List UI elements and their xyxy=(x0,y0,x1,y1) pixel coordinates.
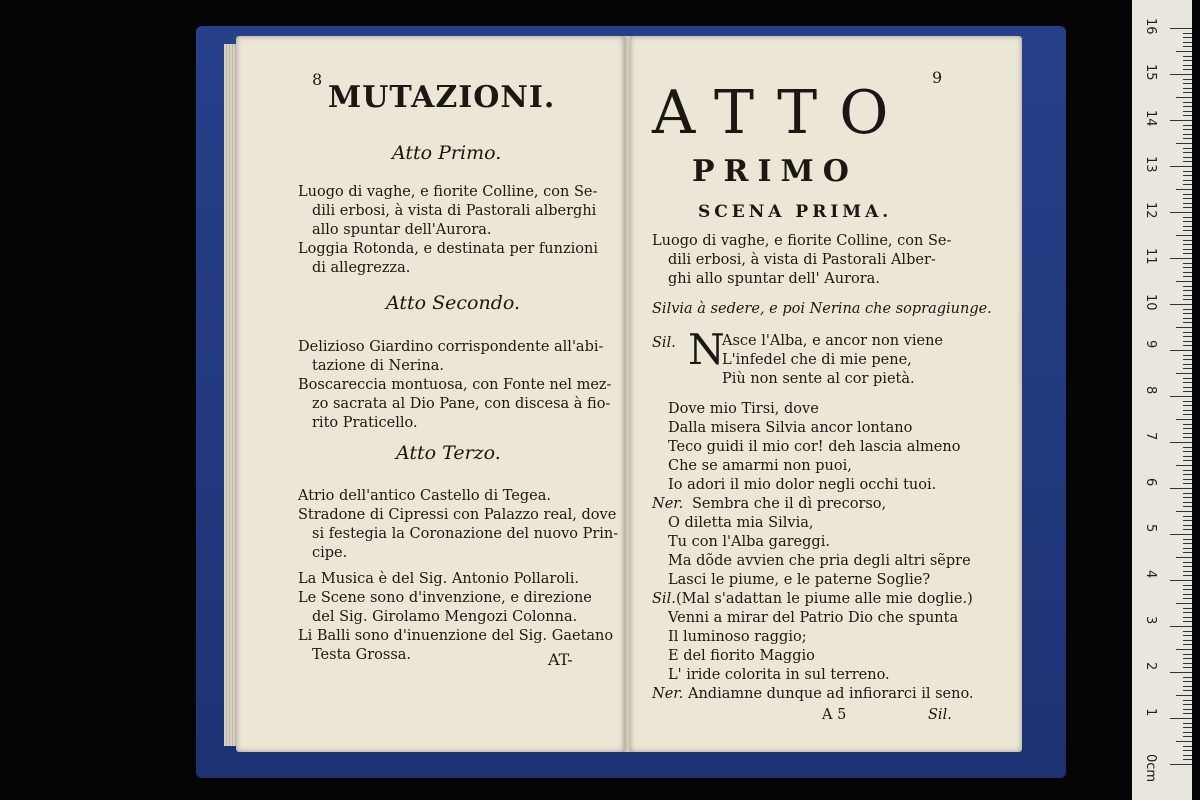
ruler-minor-tick xyxy=(1183,309,1192,310)
ruler-minor-tick xyxy=(1183,520,1192,521)
credit-line: del Sig. Girolamo Mengozi Colonna. xyxy=(312,609,578,625)
ruler-label: 14 xyxy=(1143,110,1158,127)
ruler-minor-tick xyxy=(1183,654,1192,655)
ruler-minor-tick xyxy=(1183,161,1192,162)
ruler-minor-tick xyxy=(1183,552,1192,553)
ruler-minor-tick xyxy=(1183,612,1192,613)
ruler-minor-tick xyxy=(1176,695,1192,696)
act-line: Loggia Rotonda, e destinata per funzioni xyxy=(298,241,598,257)
ruler-minor-tick xyxy=(1183,148,1192,149)
ruler-minor-tick xyxy=(1176,373,1192,374)
ruler-minor-tick xyxy=(1183,65,1192,66)
verse-line: Dalla misera Silvia ancor lontano xyxy=(668,420,913,436)
ruler-minor-tick xyxy=(1183,378,1192,379)
ruler-minor-tick xyxy=(1183,175,1192,176)
verse-line: Ma dõde avvien che pria degli altri sẽpre xyxy=(668,553,971,569)
ruler-minor-tick xyxy=(1183,345,1192,346)
ruler-minor-tick xyxy=(1183,240,1192,241)
ruler-minor-tick xyxy=(1183,543,1192,544)
ruler-minor-tick xyxy=(1176,143,1192,144)
ruler-minor-tick xyxy=(1183,299,1192,300)
left-page xyxy=(236,36,624,752)
right-page xyxy=(630,36,1022,752)
ruler-minor-tick xyxy=(1183,253,1192,254)
ruler-label: 4 xyxy=(1143,570,1158,579)
ruler-minor-tick xyxy=(1183,313,1192,314)
ruler-minor-tick xyxy=(1183,79,1192,80)
ruler-minor-tick xyxy=(1183,171,1192,172)
ruler-minor-tick xyxy=(1183,608,1192,609)
ruler-major-tick xyxy=(1170,718,1192,719)
act-heading: Atto Secondo. xyxy=(386,292,521,314)
verse-line: Il luminoso raggio; xyxy=(668,629,807,645)
ruler-minor-tick xyxy=(1183,184,1192,185)
page-title: MUTAZIONI. xyxy=(328,80,556,115)
ruler-minor-tick xyxy=(1183,493,1192,494)
ruler-minor-tick xyxy=(1183,157,1192,158)
act-line: rito Praticello. xyxy=(312,415,418,431)
ruler-minor-tick xyxy=(1183,217,1192,218)
ruler-minor-tick xyxy=(1176,741,1192,742)
ruler-minor-tick xyxy=(1183,382,1192,383)
ruler-label: 12 xyxy=(1143,202,1158,219)
ruler-minor-tick xyxy=(1183,198,1192,199)
ruler-minor-tick xyxy=(1183,681,1192,682)
act-heading: Atto Terzo. xyxy=(396,442,501,464)
ruler-minor-tick xyxy=(1183,272,1192,273)
ruler-minor-tick xyxy=(1183,621,1192,622)
ruler-minor-tick xyxy=(1183,267,1192,268)
ruler-minor-tick xyxy=(1183,732,1192,733)
ruler-minor-tick xyxy=(1183,180,1192,181)
ruler-major-tick xyxy=(1170,672,1192,673)
ruler-minor-tick xyxy=(1183,704,1192,705)
ruler-minor-tick xyxy=(1176,235,1192,236)
ruler-minor-tick xyxy=(1183,290,1192,291)
ruler-minor-tick xyxy=(1183,506,1192,507)
ruler-label: 3 xyxy=(1143,616,1158,625)
ruler-label: 2 xyxy=(1143,662,1158,671)
ruler-minor-tick xyxy=(1183,428,1192,429)
ruler-major-tick xyxy=(1170,28,1192,29)
ruler-minor-tick xyxy=(1183,700,1192,701)
verse-line: Teco guidi il mio cor! deh lascia almeno xyxy=(668,439,961,455)
ruler-minor-tick xyxy=(1183,635,1192,636)
ruler-minor-tick xyxy=(1183,686,1192,687)
verse-line: E del fiorito Maggio xyxy=(668,648,815,664)
verse-line: Tu con l'Alba gareggi. xyxy=(668,534,830,550)
ruler-minor-tick xyxy=(1183,401,1192,402)
act-line: Atrio dell'antico Castello di Tegea. xyxy=(298,488,551,504)
ruler-minor-tick xyxy=(1183,341,1192,342)
ruler-minor-tick xyxy=(1183,424,1192,425)
ruler-minor-tick xyxy=(1183,736,1192,737)
ruler-minor-tick xyxy=(1183,529,1192,530)
ruler-label: 9 xyxy=(1143,340,1158,349)
ruler-minor-tick xyxy=(1183,414,1192,415)
ruler-major-tick xyxy=(1170,580,1192,581)
ruler-minor-tick xyxy=(1183,539,1192,540)
ruler-minor-tick xyxy=(1183,83,1192,84)
verse-line: Più non sente al cor pietà. xyxy=(722,371,915,387)
ruler-minor-tick xyxy=(1183,437,1192,438)
act-line: Luogo di vaghe, e fiorite Colline, con Se- xyxy=(298,184,598,200)
setting-line: ghi allo spuntar dell' Aurora. xyxy=(668,271,880,287)
page-number: 9 xyxy=(932,68,943,87)
speaker-label: Sil. xyxy=(652,335,676,351)
act-heading: Atto Primo. xyxy=(392,142,502,164)
act-line: Boscareccia montuosa, con Fonte nel mez- xyxy=(298,377,612,393)
ruler-minor-tick xyxy=(1183,152,1192,153)
verse-line: Sembra che il dì precorso, xyxy=(692,496,887,512)
ruler-minor-tick xyxy=(1183,129,1192,130)
credit-line: La Musica è del Sig. Antonio Pollaroli. xyxy=(298,571,579,587)
ruler-minor-tick xyxy=(1183,203,1192,204)
ruler-major-tick xyxy=(1170,488,1192,489)
ruler-minor-tick xyxy=(1183,571,1192,572)
ruler-label: 15 xyxy=(1143,64,1158,81)
verse-line: (Mal s'adattan le piume alle mie doglie.) xyxy=(676,591,973,607)
verse-line: Andiamne dunque ad infiorarci il seno. xyxy=(688,686,974,702)
ruler-minor-tick xyxy=(1183,102,1192,103)
ruler-minor-tick xyxy=(1183,727,1192,728)
ruler-major-tick xyxy=(1170,442,1192,443)
act-line: zo sacrata al Dio Pane, con discesa à fio- xyxy=(312,396,611,412)
ruler-label: 13 xyxy=(1143,156,1158,173)
ruler-minor-tick xyxy=(1183,244,1192,245)
ruler-label: 6 xyxy=(1143,478,1158,487)
ruler-minor-tick xyxy=(1183,134,1192,135)
ruler-minor-tick xyxy=(1183,456,1192,457)
page-marker: 8 xyxy=(312,70,323,89)
ruler-minor-tick xyxy=(1183,548,1192,549)
ruler-minor-tick xyxy=(1183,37,1192,38)
ruler-minor-tick xyxy=(1183,263,1192,264)
act-line: tazione di Nerina. xyxy=(312,358,444,374)
ruler-minor-tick xyxy=(1183,658,1192,659)
catchword: AT- xyxy=(548,650,573,669)
ruler-minor-tick xyxy=(1183,332,1192,333)
ruler-minor-tick xyxy=(1183,516,1192,517)
act-line: di allegrezza. xyxy=(312,260,411,276)
ruler-minor-tick xyxy=(1176,189,1192,190)
ruler-minor-tick xyxy=(1176,557,1192,558)
ruler-minor-tick xyxy=(1183,359,1192,360)
ruler-minor-tick xyxy=(1183,355,1192,356)
ruler-minor-tick xyxy=(1183,387,1192,388)
ruler-major-tick xyxy=(1170,764,1192,765)
ruler-minor-tick xyxy=(1176,603,1192,604)
ruler-minor-tick xyxy=(1183,194,1192,195)
ruler-minor-tick xyxy=(1183,755,1192,756)
ruler-minor-tick xyxy=(1176,511,1192,512)
speaker-label: Sil. xyxy=(652,591,676,607)
ruler-minor-tick xyxy=(1183,88,1192,89)
scene-title: SCENA PRIMA. xyxy=(698,202,893,222)
verse-line: Asce l'Alba, e ancor non viene xyxy=(722,333,944,349)
signature-mark: A 5 xyxy=(822,707,847,723)
ruler-minor-tick xyxy=(1183,207,1192,208)
ruler-minor-tick xyxy=(1183,226,1192,227)
ruler-minor-tick xyxy=(1183,451,1192,452)
ruler-minor-tick xyxy=(1183,502,1192,503)
ruler-minor-tick xyxy=(1183,575,1192,576)
drop-cap: N xyxy=(688,325,725,374)
ruler-minor-tick xyxy=(1183,364,1192,365)
ruler-minor-tick xyxy=(1183,663,1192,664)
ruler-minor-tick xyxy=(1183,46,1192,47)
ruler-minor-tick xyxy=(1176,419,1192,420)
act-line: dili erbosi, à vista di Pastorali alberghi xyxy=(312,203,597,219)
ruler-major-tick xyxy=(1170,350,1192,351)
act-line: allo spuntar dell'Aurora. xyxy=(312,222,492,238)
ruler-label: 5 xyxy=(1143,524,1158,533)
act-subtitle: PRIMO xyxy=(692,154,858,189)
ruler-minor-tick xyxy=(1183,566,1192,567)
ruler-minor-tick xyxy=(1183,33,1192,34)
ruler-minor-tick xyxy=(1183,585,1192,586)
act-line: si festegia la Coronazione del nuovo Prin- xyxy=(312,526,619,542)
ruler-minor-tick xyxy=(1183,56,1192,57)
ruler-minor-tick xyxy=(1183,640,1192,641)
ruler-minor-tick xyxy=(1183,470,1192,471)
ruler-minor-tick xyxy=(1176,327,1192,328)
ruler-minor-tick xyxy=(1183,750,1192,751)
ruler-major-tick xyxy=(1170,304,1192,305)
credit-line: Le Scene sono d'invenzione, e direzione xyxy=(298,590,592,606)
ruler-label: 11 xyxy=(1143,248,1158,265)
ruler-minor-tick xyxy=(1183,138,1192,139)
ruler-minor-tick xyxy=(1183,474,1192,475)
ruler-major-tick xyxy=(1170,212,1192,213)
ruler-minor-tick xyxy=(1183,249,1192,250)
ruler-major-tick xyxy=(1170,258,1192,259)
measuring-ruler xyxy=(1132,0,1192,800)
ruler-label: 7 xyxy=(1143,432,1158,441)
credit-line: Testa Grossa. xyxy=(312,647,412,663)
ruler-minor-tick xyxy=(1183,598,1192,599)
ruler-major-tick xyxy=(1170,166,1192,167)
catchword: Sil. xyxy=(928,707,952,723)
ruler-minor-tick xyxy=(1183,589,1192,590)
ruler-label: 10 xyxy=(1143,294,1158,311)
ruler-minor-tick xyxy=(1176,97,1192,98)
ruler-minor-tick xyxy=(1183,525,1192,526)
ruler-minor-tick xyxy=(1183,92,1192,93)
ruler-minor-tick xyxy=(1183,667,1192,668)
ruler-minor-tick xyxy=(1183,709,1192,710)
ruler-minor-tick xyxy=(1183,221,1192,222)
ruler-minor-tick xyxy=(1183,644,1192,645)
ruler-minor-tick xyxy=(1183,230,1192,231)
ruler-minor-tick xyxy=(1183,759,1192,760)
ruler-minor-tick xyxy=(1183,405,1192,406)
ruler-minor-tick xyxy=(1183,562,1192,563)
ruler-minor-tick xyxy=(1183,276,1192,277)
ruler-minor-tick xyxy=(1183,125,1192,126)
ruler-minor-tick xyxy=(1183,617,1192,618)
ruler-minor-tick xyxy=(1183,479,1192,480)
verse-line: O diletta mia Silvia, xyxy=(668,515,814,531)
verse-line: Lasci le piume, e le paterne Soglie? xyxy=(668,572,931,588)
ruler-major-tick xyxy=(1170,534,1192,535)
ruler-minor-tick xyxy=(1183,115,1192,116)
ruler-minor-tick xyxy=(1183,497,1192,498)
ruler-minor-tick xyxy=(1183,433,1192,434)
stage-direction: Silvia à sedere, e poi Nerina che sopragiunge. xyxy=(652,301,992,317)
ruler-minor-tick xyxy=(1176,281,1192,282)
ruler-minor-tick xyxy=(1176,51,1192,52)
ruler-label: 1 xyxy=(1143,708,1158,717)
ruler-minor-tick xyxy=(1183,483,1192,484)
ruler-minor-tick xyxy=(1183,322,1192,323)
ruler-minor-tick xyxy=(1183,460,1192,461)
setting-line: dili erbosi, à vista di Pastorali Alber- xyxy=(668,252,936,268)
ruler-minor-tick xyxy=(1183,631,1192,632)
ruler-label: 16 xyxy=(1143,18,1158,35)
ruler-minor-tick xyxy=(1183,60,1192,61)
ruler-minor-tick xyxy=(1183,723,1192,724)
ruler-minor-tick xyxy=(1183,410,1192,411)
ruler-minor-tick xyxy=(1183,690,1192,691)
ruler-major-tick xyxy=(1170,120,1192,121)
ruler-minor-tick xyxy=(1183,318,1192,319)
verse-line: Io adori il mio dolor negli occhi tuoi. xyxy=(668,477,937,493)
ruler-major-tick xyxy=(1170,396,1192,397)
ruler-label: 8 xyxy=(1143,386,1158,395)
speaker-label: Ner. xyxy=(652,496,684,512)
setting-line: Luogo di vaghe, e fiorite Colline, con Se- xyxy=(652,233,952,249)
ruler-minor-tick xyxy=(1183,447,1192,448)
ruler-minor-tick xyxy=(1176,465,1192,466)
ruler-minor-tick xyxy=(1183,594,1192,595)
verse-line: Che se amarmi non puoi, xyxy=(668,458,852,474)
ruler-minor-tick xyxy=(1183,42,1192,43)
credit-line: Li Balli sono d'inuenzione del Sig. Gaetano xyxy=(298,628,614,644)
ruler-minor-tick xyxy=(1183,286,1192,287)
ruler-minor-tick xyxy=(1183,69,1192,70)
ruler-major-tick xyxy=(1170,74,1192,75)
ruler-minor-tick xyxy=(1183,677,1192,678)
ruler-minor-tick xyxy=(1176,649,1192,650)
ruler-label: 0cm xyxy=(1143,754,1158,783)
act-line: Stradone di Cipressi con Palazzo real, dove xyxy=(298,507,617,523)
verse-line: Venni a mirar del Patrio Dio che spunta xyxy=(668,610,959,626)
ruler-minor-tick xyxy=(1183,746,1192,747)
verse-line: Dove mio Tirsi, dove xyxy=(668,401,819,417)
ruler-minor-tick xyxy=(1183,106,1192,107)
act-title: ATTO xyxy=(652,78,911,148)
verse-line: L' iride colorita in sul terreno. xyxy=(668,667,890,683)
act-line: cipe. xyxy=(312,545,348,561)
ruler-minor-tick xyxy=(1183,336,1192,337)
ruler-minor-tick xyxy=(1183,295,1192,296)
ruler-minor-tick xyxy=(1183,368,1192,369)
ruler-major-tick xyxy=(1170,626,1192,627)
act-line: Delizioso Giardino corrispondente all'abi- xyxy=(298,339,604,355)
ruler-minor-tick xyxy=(1183,111,1192,112)
ruler-minor-tick xyxy=(1183,713,1192,714)
ruler-minor-tick xyxy=(1183,391,1192,392)
verse-line: L'infedel che di mie pene, xyxy=(722,352,912,368)
speaker-label: Ner. xyxy=(652,686,684,702)
